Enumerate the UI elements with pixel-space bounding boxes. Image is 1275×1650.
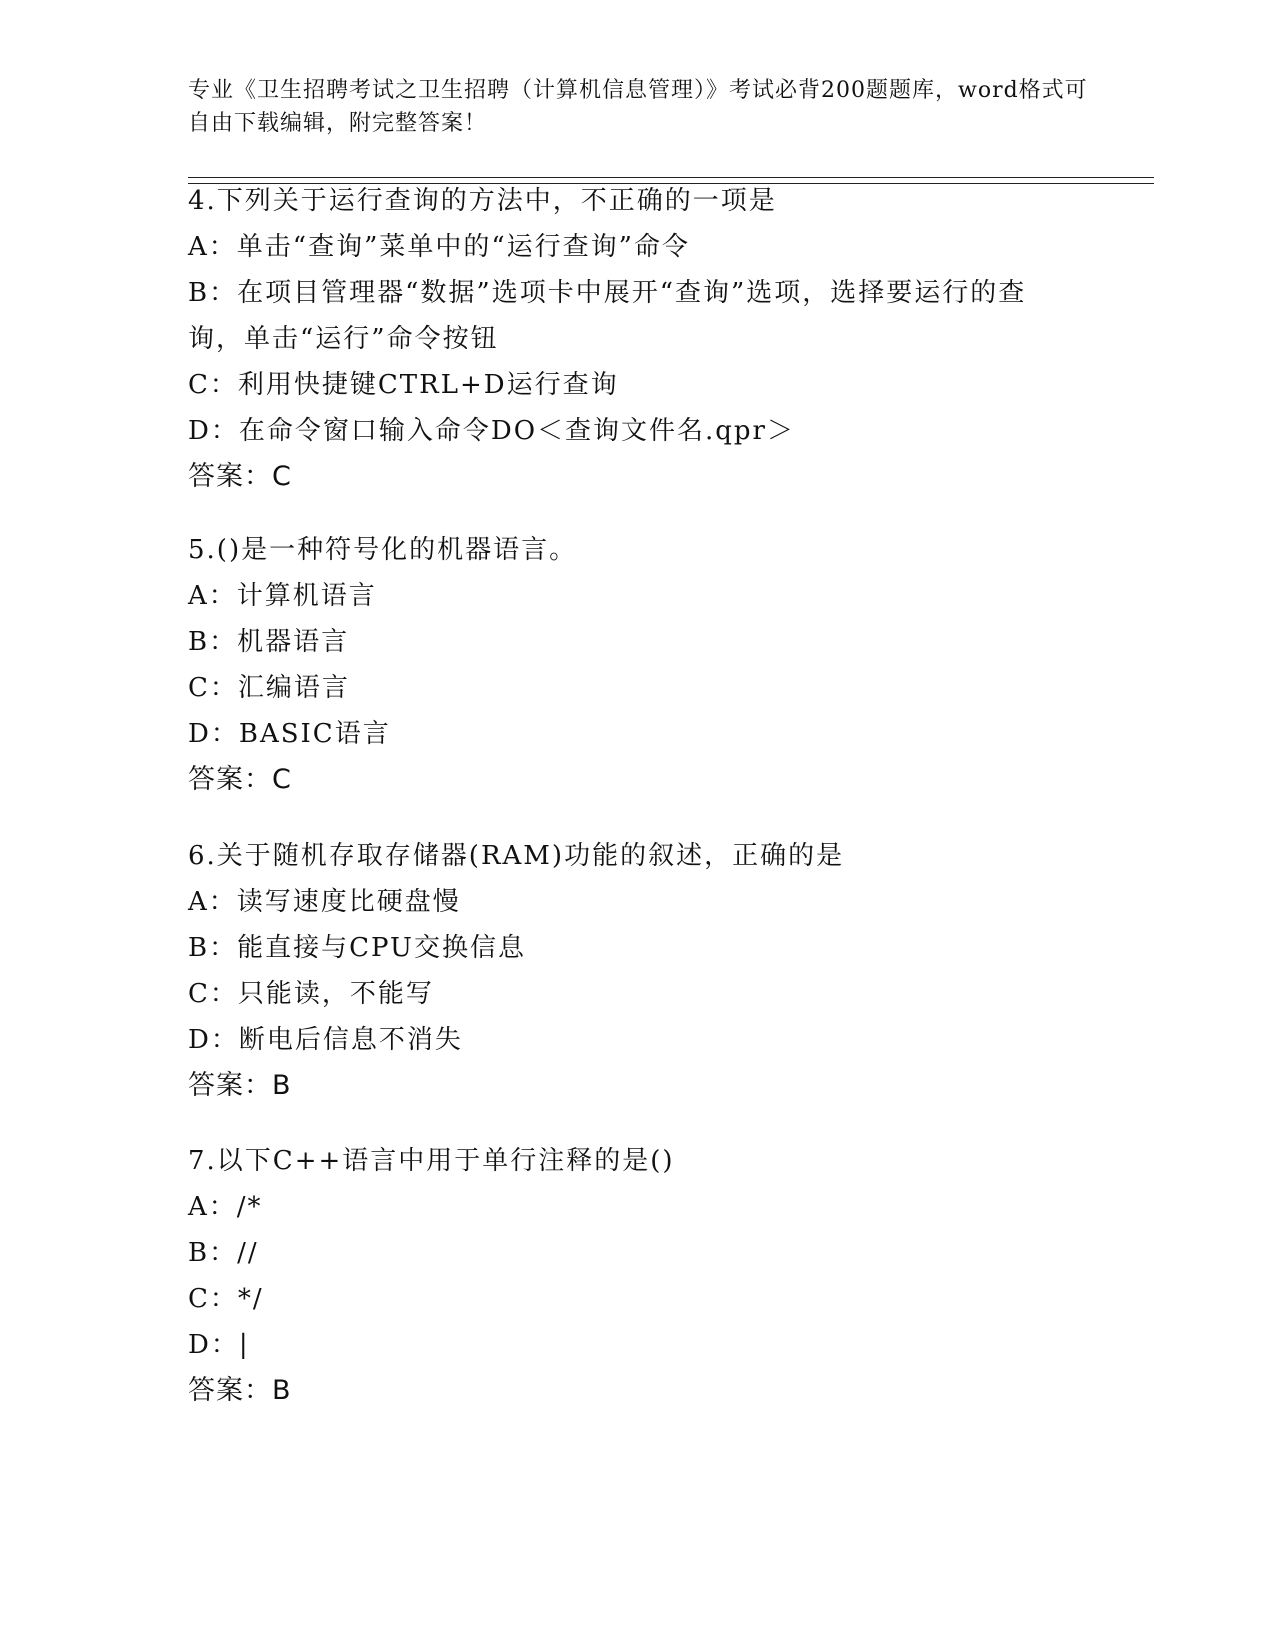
option-b: B：在项目管理器“数据”选项卡中展开“查询”选项，选择要运行的查询，单击“运行”命令按钮	[188, 278, 1027, 354]
option-c: C：只能读，不能写	[188, 979, 434, 1009]
option-d: D：BASIC语言	[188, 719, 391, 749]
answer-label: 答案：C	[188, 461, 292, 492]
option-a: A：计算机语言	[188, 581, 377, 611]
option-d: D：断电后信息不消失	[188, 1025, 463, 1055]
option-a: A：读写速度比硬盘慢	[188, 887, 461, 917]
answer-label: 答案：B	[188, 1375, 292, 1406]
answer-label: 答案：B	[188, 1070, 292, 1101]
option-c: C：利用快捷键CTRL+D运行查询	[188, 370, 619, 400]
option-a: A：单击“查询”菜单中的“运行查询”命令	[188, 232, 690, 262]
option-c: C：汇编语言	[188, 673, 350, 703]
option-b: B：//	[188, 1238, 259, 1268]
option-b: B：机器语言	[188, 627, 350, 657]
question-6	[188, 833, 1088, 1109]
option-d: D：|	[188, 1330, 250, 1360]
option-d: D：在命令窗口输入命令DO＜查询文件名.qpr＞	[188, 416, 795, 446]
option-c: C：*/	[188, 1284, 264, 1314]
answer-label: 答案：C	[188, 764, 292, 795]
question-stem: 6.关于随机存取存储器(RAM)功能的叙述，正确的是	[188, 841, 845, 871]
option-a: A：/*	[188, 1192, 263, 1222]
question-4	[188, 178, 1088, 500]
question-stem: 4.下列关于运行查询的方法中，不正确的一项是	[188, 186, 777, 216]
question-stem: 7.以下C++语言中用于单行注释的是()	[188, 1146, 675, 1176]
header-text: 专业《卫生招聘考试之卫生招聘（计算机信息管理）》考试必背200题题库，word格式可自由下载编辑，附完整答案！	[188, 78, 1088, 136]
question-stem: 5.()是一种符号化的机器语言。	[188, 535, 578, 565]
question-7	[188, 1138, 1088, 1414]
document-header	[188, 74, 1088, 140]
option-b: B：能直接与CPU交换信息	[188, 933, 526, 963]
question-5	[188, 527, 1088, 803]
